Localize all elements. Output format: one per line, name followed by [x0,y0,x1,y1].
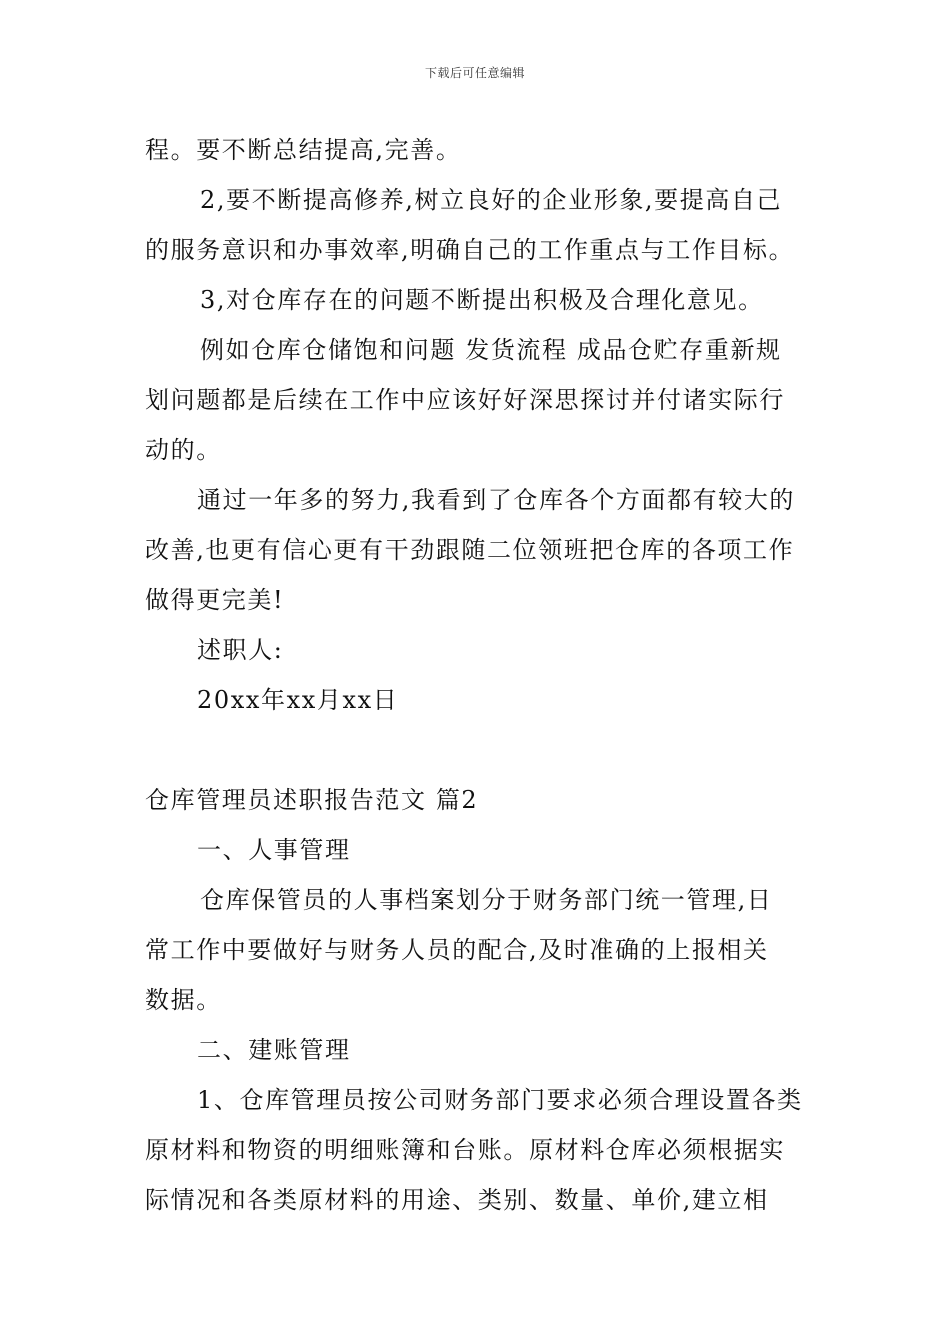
paragraph-line: 3,对仓库存在的问题不断提出积极及合理化意见。 [200,286,764,314]
section-heading: 一、人事管理 [197,836,351,864]
paragraph-line: 改善,也更有信心更有干劲跟随二位领班把仓库的各项工作 [145,536,795,564]
paragraph-line: 例如仓库仓储饱和问题 发货流程 成品仓贮存重新规 [200,336,782,364]
paragraph-line: 仓库保管员的人事档案划分于财务部门统一管理,日 [200,886,773,914]
paragraph-line: 常工作中要做好与财务人员的配合,及时准确的上报相关 [145,936,769,964]
paragraph-line: 做得更完美! [145,586,285,614]
paragraph-line: 原材料和物资的明细账簿和台账。原材料仓库必须根据实 [145,1136,785,1164]
paragraph-line: 的服务意识和办事效率,明确自己的工作重点与工作目标。 [145,236,795,264]
paragraph-line: 2,要不断提高修养,树立良好的企业形象,要提高自己 [200,186,783,214]
paragraph-line: 际情况和各类原材料的用途、类别、数量、单价,建立相 [145,1186,769,1214]
paragraph-line: 1、仓库管理员按公司财务部门要求必须合理设置各类 [197,1086,803,1114]
paragraph-line: 划问题都是后续在工作中应该好好深思探讨并付诸实际行 [145,386,785,414]
date-line: 20xx年xx月xx日 [197,686,399,714]
page-header: 下载后可任意编辑 [424,66,525,80]
paragraph-line: 动的。 [145,436,222,464]
signature-label: 述职人: [197,636,284,664]
section-title: 仓库管理员述职报告范文 篇2 [145,786,479,814]
paragraph-line: 程。要不断总结提高,完善。 [145,136,462,164]
paragraph-line: 数据。 [145,986,222,1014]
paragraph-line: 通过一年多的努力,我看到了仓库各个方面都有较大的 [197,486,796,514]
section-heading: 二、建账管理 [197,1036,351,1064]
